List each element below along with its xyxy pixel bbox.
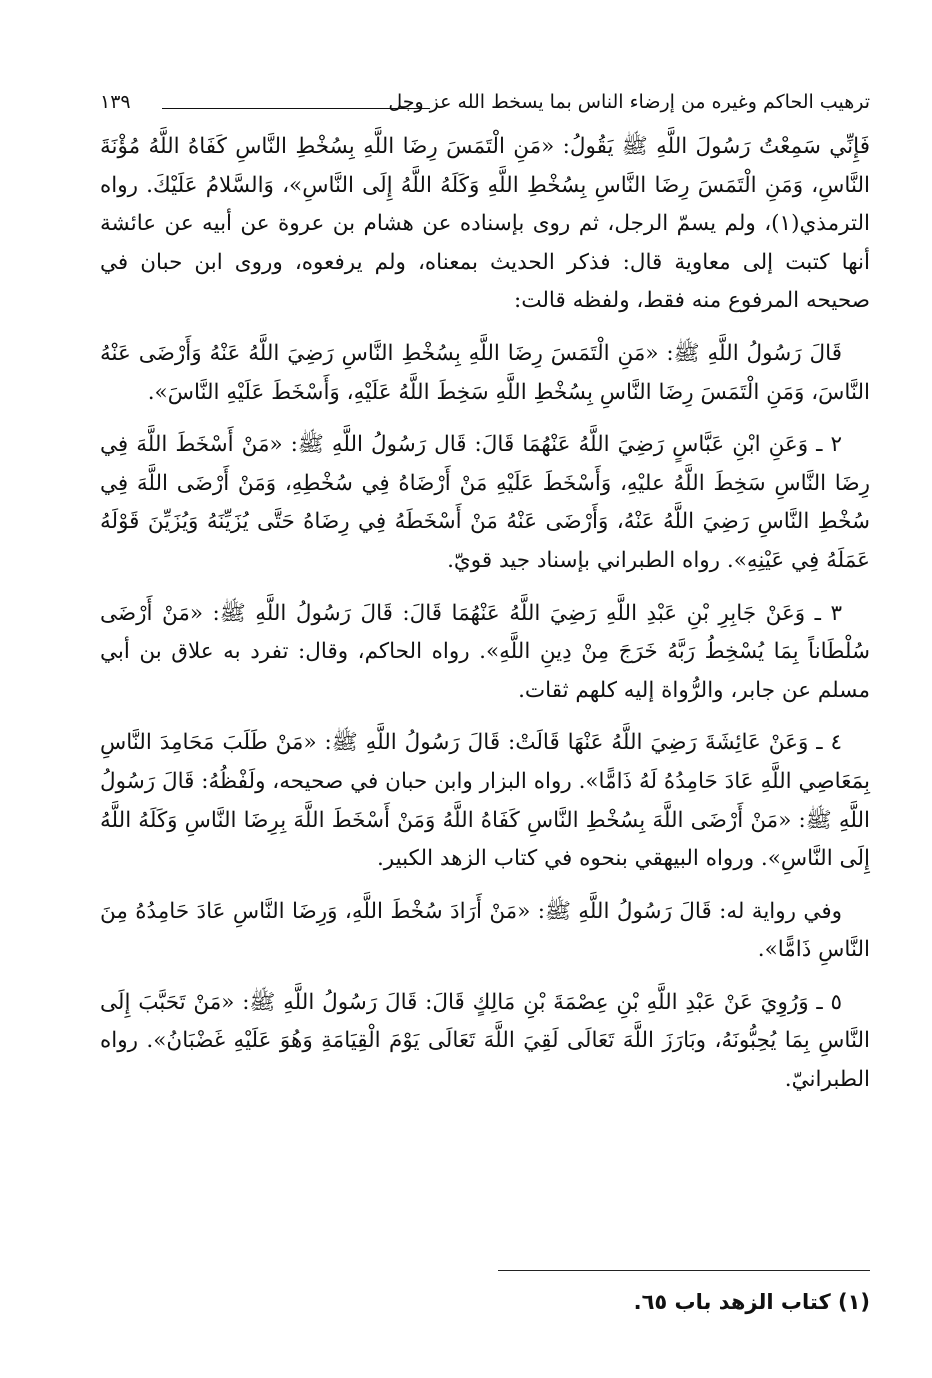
paragraph-1: فَإِنِّي سَمِعْتُ رَسُولَ اللَّهِ ﷺ يَقُولُ: «مَنِ الْتَمَسَ رِضَا اللَّهِ بِسُخْطِ النَّاسِ كَفَاهُ اللَّهُ مُؤْنَةَ النَّاسِ، وَمَنِ الْتَمَسَ رِضَا النَّاسِ بِسُخْطِ اللَّهِ وَكَلَهُ اللَّهُ إِلَى النَّاسِ»، وَالسَّلامُ عَلَيْكَ. رواه الترمذي(١)، ولم يسمّ الرجل، ثم روى بإسناده عن هشام بن عروة عن أبيه عن عائشة أنها كتبت إلى معاوية قال: فذكر الحديث بمعناه، ولم يرفعوه، وروى ابن حبان في صحيحه المرفوع منه فقط، ولفظه قالت:	[100, 134, 870, 314]
footnote: (١) كتاب الزهد باب ٦٥.	[633, 1290, 870, 1314]
paragraph-2: قَالَ رَسُولُ اللَّهِ ﷺ: «مَنِ الْتَمَسَ رِضَا اللَّهِ بِسُخْطِ النَّاسِ رَضِيَ اللَّهُ عَنْهُ وَأَرْضَى عَنْهُ النَّاسَ، وَمَنِ الْتَمَسَ رِضَا النَّاسِ بِسُخْطِ اللَّهِ سَخِطَ اللَّهُ عَلَيْهِ، وَأَسْخَطَ عَلَيْهِ النَّاسَ».	[100, 340, 870, 405]
hadith-5: ٥ ـ وَرُوِيَ عَنْ عَبْدِ اللَّهِ بْنِ عِصْمَةَ بْنِ مَالِكٍ قَالَ: قَالَ رَسُولُ اللَّهِ ﷺ: «مَنْ تَحَبَّبَ إِلَى النَّاسِ بِمَا يُحِبُّونَهُ، وبَارَزَ اللَّهَ تَعَالَى لَقِيَ اللَّهَ تَعَالَى يَوْمَ الْقِيَامَةِ وَهُوَ عَلَيْهِ غَضْبَانُ». رواه الطبرانيّ.	[100, 989, 870, 1093]
footnote-separator	[498, 1270, 870, 1271]
header-rule	[162, 108, 430, 109]
hadith-4: ٤ ـ وَعَنْ عَائِشَةَ رَضِيَ اللَّهُ عَنْهَا قَالَتْ: قَالَ رَسُولُ اللَّهِ ﷺ: «مَنْ طَلَبَ مَحَامِدَ النَّاسِ بِمَعَاصِي اللَّهِ عَادَ حَامِدُهُ لَهُ ذَامًّا». رواه البزار وابن حبان في صحيحه، ولَفْظُهُ: قَالَ رَسُولُ اللَّهِ ﷺ: «مَنْ أَرْضَى اللَّهَ بِسُخْطِ النَّاسِ كَفَاهُ اللَّهُ وَمَنْ أَسْخَطَ اللَّهَ بِرِضَا النَّاسِ وَكَلَهُ اللَّهُ إِلَى النَّاسِ». ورواه البيهقي بنحوه في كتاب الزهد الكبير.	[100, 730, 870, 872]
hadith-2: ٢ ـ وَعَنِ ابْنِ عَبَّاسٍ رَضِيَ اللَّهُ عَنْهُمَا قَالَ: قَال رَسُولُ اللَّهِ ﷺ: «مَنْ أَسْخَطَ اللَّهَ فِي رِضَا النَّاسِ سَخِطَ اللَّهُ عليْهِ، وَأَسْخَطَ عَلَيْهِ مَنْ أَرْضَاهُ فِي سُخْطِهِ، وَمَنْ أَرْضَى اللَّهَ فِي سُخْطِ النَّاسِ رَضِيَ اللَّهُ عَنْهُ، وَأَرْضَى عَنْهُ مَنْ أَسْخَطَهُ فِي رِضَاهُ حَتَّى يُزَيِّنَهُ وَيُزَيِّنَ قَوْلَهُ عَمَلَهُ فِي عَيْنِهِ». رواه الطبراني بإسناد جيد قويّ.	[100, 432, 870, 573]
main-text	[100, 128, 870, 1114]
narration-note: وفي رواية له: قَالَ رَسُولُ اللَّهِ ﷺ: «مَنْ أَرَادَ سُخْطَ اللَّهِ، وَرِضَا النَّاسِ عَادَ حَامِدُهُ مِنَ النَّاسِ ذَامًّا».	[100, 898, 870, 963]
running-header	[100, 86, 870, 118]
hadith-3: ٣ ـ وَعَنْ جَابِرِ بْنِ عَبْدِ اللَّهِ رَضِيَ اللَّهُ عَنْهُمَا قَالَ: قَالَ رَسُولُ اللَّهِ ﷺ: «مَنْ أَرْضَى سُلْطَاناً بِمَا يُسْخِطُ رَبَّهُ خَرَجَ مِنْ دِينِ اللَّهِ». رواه الحاكم، وقال: تفرد به علاق بن أبي مسلم عن جابر، والرُّواة إليه كلهم ثقات.	[100, 600, 870, 703]
page-number: ١٣٩	[100, 91, 131, 113]
header-title: ترهيب الحاكم وغيره من إرضاء الناس بما يسخط الله عز وجل	[388, 91, 870, 113]
